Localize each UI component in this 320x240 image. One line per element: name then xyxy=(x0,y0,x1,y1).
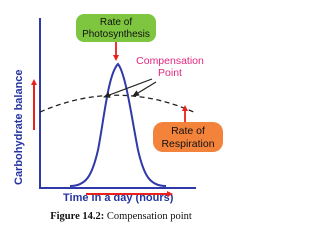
compensation-label-line2: Point xyxy=(158,67,182,79)
photosynthesis-label-box xyxy=(76,14,156,42)
respiration-curve xyxy=(40,95,196,113)
compensation-label-line1: Compensation xyxy=(136,55,204,67)
y-axis-label: Carbohydrate balance xyxy=(13,69,25,185)
figure-caption-text: Compensation point xyxy=(106,211,192,222)
respiration-label-line1: Rate of xyxy=(171,125,205,137)
photosynthesis-label-line2: Photosynthesis xyxy=(82,29,150,40)
photosynthesis-curve xyxy=(70,64,166,186)
compensation-arrow-right xyxy=(133,82,156,96)
figure-number: Figure 14.2: xyxy=(50,211,105,222)
x-axis-label: Time in a day (hours) xyxy=(63,192,174,204)
respiration-label-line2: Respiration xyxy=(161,138,215,150)
respiration-label-box xyxy=(153,122,223,152)
figure-caption xyxy=(0,211,242,222)
photosynthesis-label-line1: Rate of xyxy=(99,17,133,28)
axes xyxy=(39,18,196,188)
